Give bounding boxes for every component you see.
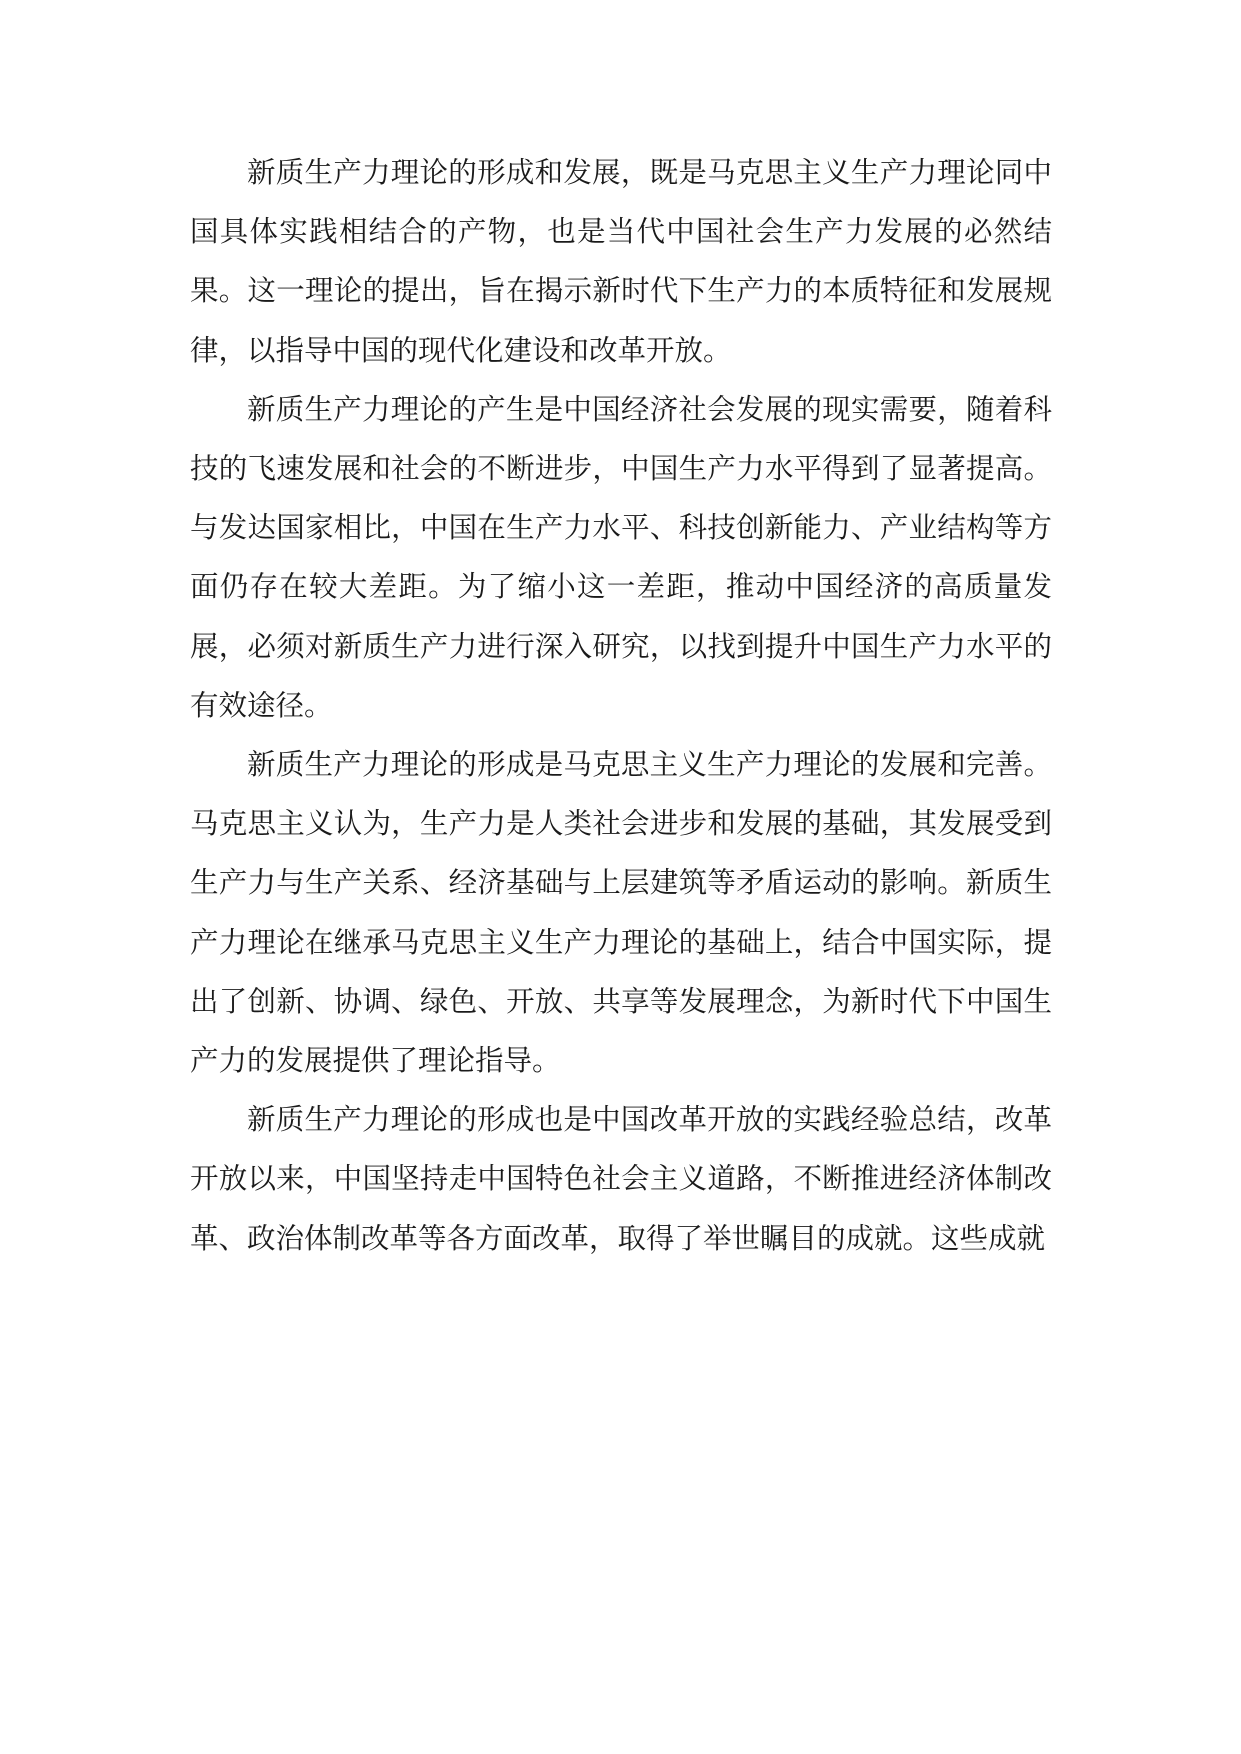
paragraph-1: 新质生产力理论的形成和发展，既是马克思主义生产力理论同中国具体实践相结合的产物，也是当代中国社会生产力发展的必然结果。这一理论的提出，旨在揭示新时代下生产力的本质特征和发展规律，以指导中国的现代化建设和改革开放。 xyxy=(190,156,1052,367)
paragraph-3: 新质生产力理论的形成是马克思主义生产力理论的发展和完善。马克思主义认为，生产力是人类社会进步和发展的基础，其发展受到生产力与生产关系、经济基础与上层建筑等矛盾运动的影响。新质生产力理论在继承马克思主义生产力理论的基础上，结合中国实际，提出了创新、协调、绿色、开放、共享等发展理念，为新时代下中国生产力的发展提供了理论指导。 xyxy=(190,748,1052,1078)
paragraph-4: 新质生产力理论的形成也是中国改革开放的实践经验总结，改革开放以来，中国坚持走中国特色社会主义道路，不断推进经济体制改革、政治体制改革等各方面改革，取得了举世瞩目的成就。这些成就 xyxy=(190,1103,1052,1255)
paragraph-2: 新质生产力理论的产生是中国经济社会发展的现实需要，随着科技的飞速发展和社会的不断进步，中国生产力水平得到了显著提高。与发达国家相比，中国在生产力水平、科技创新能力、产业结构等方面仍存在较大差距。为了缩小这一差距，推动中国经济的高质量发展，必须对新质生产力进行深入研究，以找到提升中国生产力水平的有效途径。 xyxy=(190,392,1052,722)
document-body xyxy=(190,143,1052,1268)
